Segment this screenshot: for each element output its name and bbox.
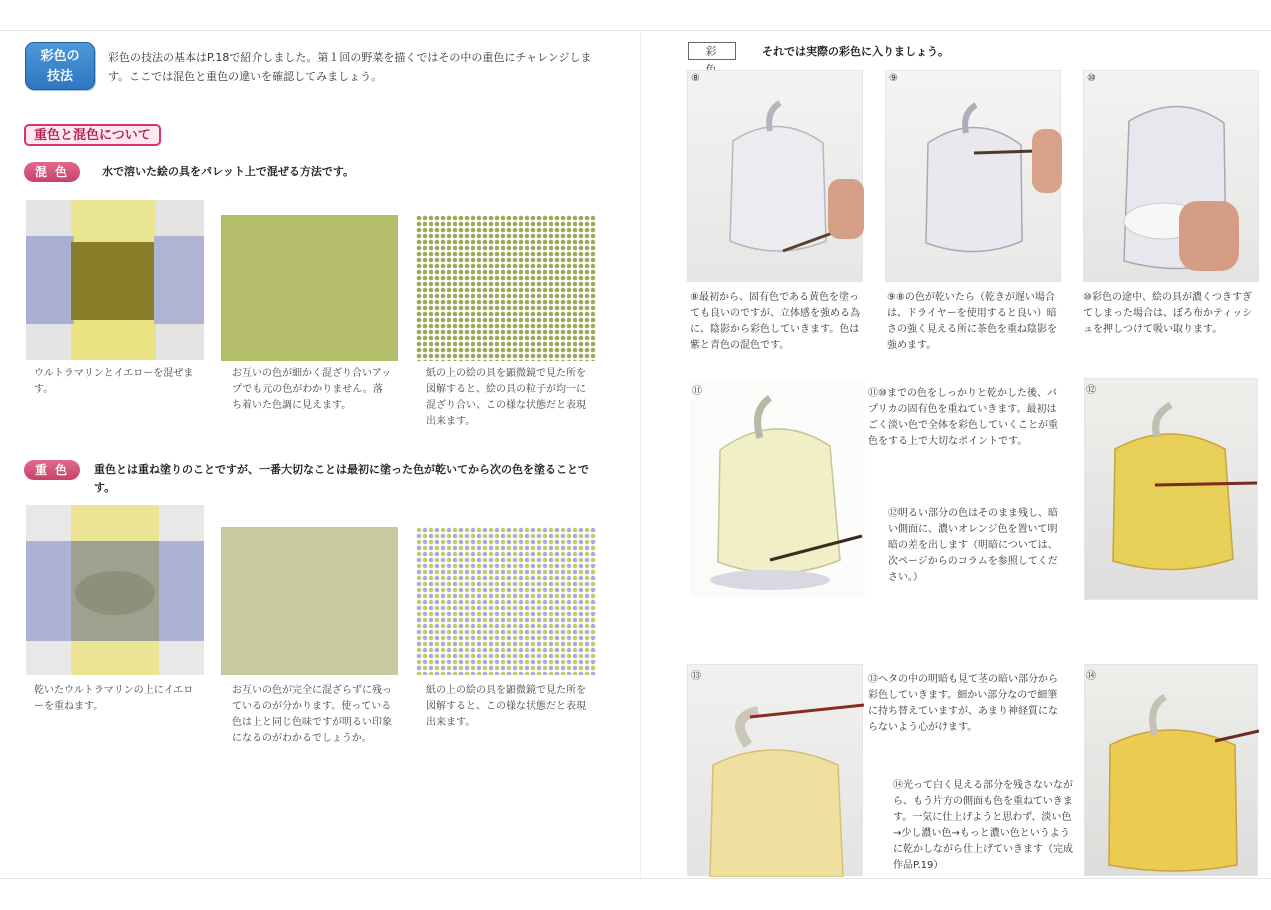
step-9-text: ⑨⑧の色が乾いたら（乾きが遅い場合は、ドライヤーを使用すると良い）暗さの強く見える所に茶色を重ね陰影を強めます。	[887, 292, 1057, 351]
mix-closeup-photo	[221, 215, 398, 361]
step-14-text: ⑭光って白く見える部分を残さないながら、もう片方の側面も色を重ねていきます。一気に仕上げようと思わず、淡い色→少し濃い色→もっと濃い色というように乾かしながら仕上げていきます（完成作品P.19）	[893, 780, 1073, 871]
step-8-text: ⑧最初から、固有色である黄色を塗っても良いのですが、立体感を強める為に、陰影から彩色していきます。色は紫と青色の混色です。	[690, 292, 860, 351]
intro-text: 彩色の技法の基本はP.18で紹介しました。第１回の野菜を描くではその中の重色にチャレンジします。ここでは混色と重色の違いを確認してみましょう。	[108, 51, 592, 83]
technique-badge	[25, 42, 95, 90]
mix-swatch-photo	[26, 200, 204, 360]
badge-line1: 彩色の	[40, 49, 80, 64]
step-10-photo	[1083, 70, 1259, 282]
step-9-photo	[885, 70, 1061, 282]
pepper-sketch-13	[688, 665, 864, 877]
layer-particle-diagram	[416, 527, 596, 675]
step-14-photo	[1084, 664, 1258, 876]
step-12-number: ⑫	[1086, 385, 1096, 396]
step-10-text: ⑩彩色の途中、絵の具が濃くつきすぎてしまった場合は、ぼろ布かティッシュを押しつけて吸い取ります。	[1083, 292, 1253, 335]
step-8-photo	[687, 70, 863, 282]
pepper-sketch-9	[886, 71, 1062, 283]
layer-description: 重色とは重ね塗りのことですが、一番大切なことは最初に塗った色が乾いてから次の色を塗ることです。	[94, 463, 589, 494]
mix-caption-3: 紙の上の絵の具を顕微鏡で見た所を図解すると、絵の具の粒子が均一に混ざり合い、この様な状態だと表現出来ます。	[426, 368, 586, 427]
step-10-number: ⑩	[1087, 73, 1096, 84]
layer-swatch-illustration	[26, 505, 204, 675]
step-13-photo	[687, 664, 863, 876]
mix-label: 混色	[24, 162, 80, 182]
mix-dots	[416, 215, 596, 361]
top-rule	[0, 30, 1271, 31]
step-12-text: ⑫明るい部分の色はそのまま残し、暗い側面に、濃いオレンジ色を置いて明暗の差を出します（明暗については、次ページからのコラムを参照してください。）	[888, 508, 1058, 583]
pepper-sketch-11	[690, 380, 865, 598]
step-12-photo	[1084, 378, 1258, 600]
layer-swatch-photo	[26, 505, 204, 675]
pepper-sketch-14	[1085, 665, 1259, 877]
mix-caption-2: お互いの色が細かく混ざり合いアップでも元の色がわかりません。落ち着いた色調に見えます。	[232, 368, 392, 411]
layer-closeup-photo	[221, 527, 398, 675]
coloring-intro: それでは実際の彩色に入りましょう。	[762, 45, 949, 58]
layer-dots	[416, 527, 596, 675]
layer-label: 重色	[24, 460, 80, 480]
step-13-text: ⑬ヘタの中の明暗も見て茎の暗い部分から彩色していきます。細かい部分なので細筆に持ち替えていますが、あまり神経質にならないよう心がけます。	[868, 674, 1058, 733]
pepper-sketch-10	[1084, 71, 1260, 283]
layer-caption-1: 乾いたウルトラマリンの上にイエローを重ねます。	[34, 685, 194, 712]
coloring-tag: 彩	[688, 42, 736, 60]
step-11-photo	[690, 380, 865, 598]
badge-line2: 技法	[46, 69, 73, 84]
pepper-sketch-12	[1085, 379, 1259, 601]
layer-caption-2: お互いの色が完全に混ざらずに残っているのが分かります。使っている色は上と同じ色味ですが明るい印象になるのがわかるでしょうか。	[232, 685, 392, 744]
step-8-number: ⑧	[691, 73, 700, 84]
step-9-number: ⑨	[889, 73, 898, 84]
mix-caption-1: ウルトラマリンとイエローを混ぜます。	[34, 368, 194, 395]
layer-caption-3: 紙の上の絵の具を顕微鏡で見た所を図解すると、この様な状態だと表現出来ます。	[426, 685, 586, 728]
step-14-number: ⑭	[1086, 671, 1096, 682]
pepper-sketch-8	[688, 71, 864, 283]
section-title: 重色と混色について	[24, 124, 161, 146]
bottom-rule	[0, 878, 1271, 879]
mix-description: 水で溶いた絵の具をパレット上で混ぜる方法です。	[102, 165, 355, 178]
page-gutter	[640, 30, 641, 878]
mix-swatch-illustration	[26, 200, 204, 360]
step-13-number: ⑬	[691, 671, 701, 682]
step-11-text: ⑪⑩までの色をしっかりと乾かした後、パプリカの固有色を重ねていきます。最初はごく淡い色で全体を彩色していくことが重色をする上で大切なポイントです。	[868, 388, 1058, 447]
mix-particle-diagram	[416, 215, 596, 361]
step-11-number: ⑪	[692, 386, 702, 397]
